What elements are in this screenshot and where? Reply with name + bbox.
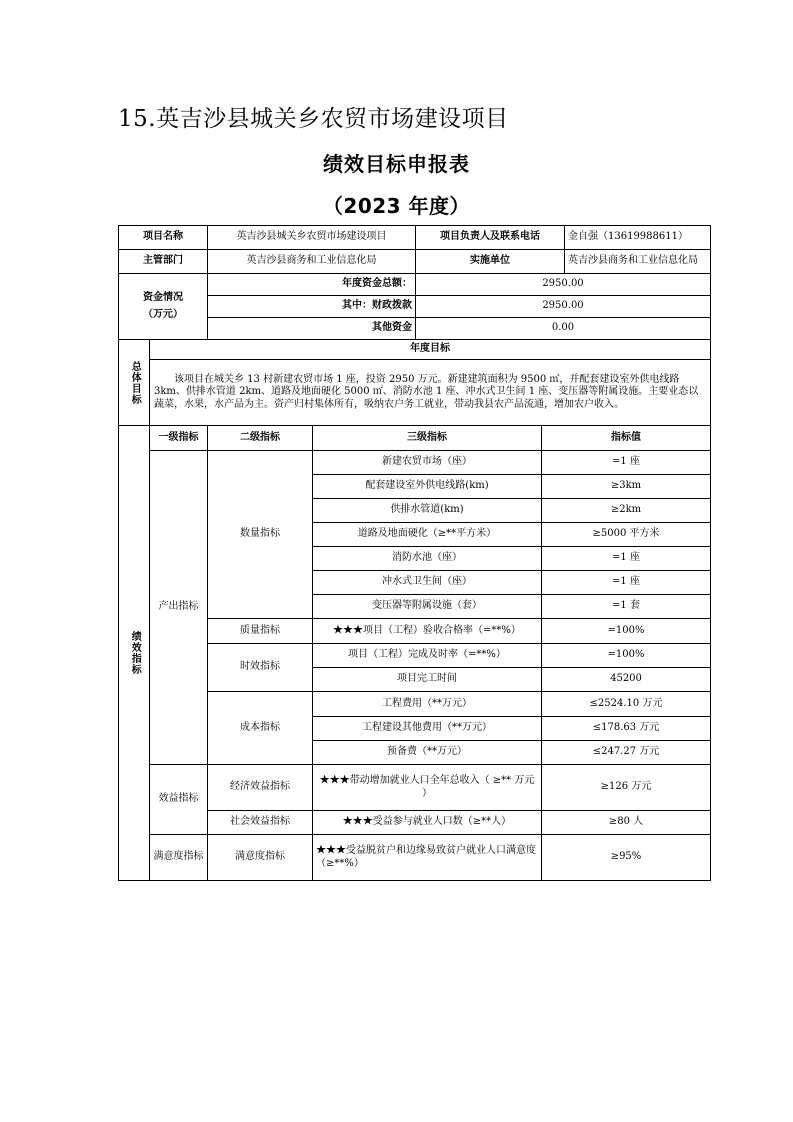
row-project-name (119, 226, 711, 250)
row-overall-header (119, 340, 711, 360)
form-title: 绩效目标申报表 (323, 152, 470, 176)
indicator-value: =1 座 (542, 571, 711, 595)
table-row (119, 692, 711, 717)
dept-label: 主管部门 (119, 250, 208, 274)
row-overall-text (119, 360, 711, 426)
indicator-name: ★★★受益参与就业人口数（≥**人） (313, 811, 542, 835)
row-indicator-header (119, 426, 711, 451)
indicator-name: 预备费（**万元） (313, 741, 542, 765)
indicator-name: 项目完工时间 (313, 668, 542, 692)
indicator-name: ★★★项目（工程）验收合格率（=**%） (313, 619, 542, 644)
indicator-name: ★★★带动增加就业人口全年总收入（ ≥** 万元 ） (313, 765, 542, 811)
indicator-name: 消防水池（座） (313, 547, 542, 571)
table-row (119, 619, 711, 644)
funds-other-label: 其他资金 (208, 318, 416, 340)
table-row (119, 835, 711, 881)
level1-benefit: 效益指标 (150, 765, 208, 835)
indicator-value: =1 座 (542, 451, 711, 475)
indicator-name: 工程建设其他费用（**万元） (313, 717, 542, 741)
indicator-value: ≥80 人 (542, 811, 711, 835)
indicator-name: 新建农贸市场（座） (313, 451, 542, 475)
level2-cost: 成本指标 (208, 692, 313, 765)
contact-label: 项目负责人及联系电话 (416, 226, 565, 250)
indicator-value: ≤2524.10 万元 (542, 692, 711, 717)
overall-side-cell (119, 340, 150, 426)
table-row (119, 765, 711, 811)
funds-label-line2: （万元） (143, 308, 183, 320)
col-value-header: 指标值 (542, 426, 711, 451)
funds-fiscal-label: 其中：财政拨款 (208, 296, 416, 318)
project-name-label: 项目名称 (119, 226, 208, 250)
col-level3-header: 三级指标 (313, 426, 542, 451)
overall-side-label: 总体目标 (129, 360, 141, 405)
level2-economic: 经济效益指标 (208, 765, 313, 811)
level1-satisfaction: 满意度指标 (150, 835, 208, 881)
level2-social: 社会效益指标 (208, 811, 313, 835)
indicator-value: =1 座 (542, 547, 711, 571)
indicator-name: 项目（工程）完成及时率（=**%） (313, 644, 542, 668)
overall-header: 年度目标 (150, 340, 711, 360)
project-name-value: 英吉沙县城关乡农贸市场建设项目 (208, 226, 416, 250)
col-level2-header: 二级指标 (208, 426, 313, 451)
indicator-value: ≤178.63 万元 (542, 717, 711, 741)
form-year: （2023 年度） (322, 194, 471, 218)
level1-output: 产出指标 (150, 451, 208, 765)
indicators-side-label: 绩效指标 (129, 631, 141, 675)
funds-other-value: 0.00 (416, 318, 711, 340)
indicator-name: ★★★受益脱贫户和边缘易致贫户就业人口满意度（≥**%） (313, 835, 542, 881)
indicator-value: ≥126 万元 (542, 765, 711, 811)
impl-label: 实施单位 (416, 250, 565, 274)
indicator-value: ≤247.27 万元 (542, 741, 711, 765)
indicator-name: 配套建设室外供电线路(km) (313, 475, 542, 499)
overall-description: 该项目在城关乡 13 村新建农贸市场 1 座，投资 2950 万元。新建建筑面积为 9500 ㎡，并配套建设室外供电线路 3km、供排水管道 2km、道路及地面硬化 5000 ㎡、消防水池 1 座、冲水式卫生间 1 座、变压器等附属设施。主要业态以蔬菜，水果，水产品为主。资产归村集体所有，吸纳农户务工就业，带动我县农产品流通，增加农户收入。 (150, 360, 711, 426)
indicator-value: ≥95% (542, 835, 711, 881)
impl-value: 英吉沙县商务和工业信息化局 (565, 250, 711, 274)
indicator-value: 45200 (542, 668, 711, 692)
indicator-value: ≥5000 平方米 (542, 523, 711, 547)
contact-value: 金自强（13619988611） (565, 226, 711, 250)
indicator-name: 变压器等附属设施（套） (313, 595, 542, 619)
col-level1-header: 一级指标 (150, 426, 208, 451)
row-funds-fiscal (119, 296, 711, 318)
indicator-value: =100% (542, 644, 711, 668)
indicator-value: =100% (542, 619, 711, 644)
level2-quality: 质量指标 (208, 619, 313, 644)
funds-label (119, 274, 208, 340)
table-row (119, 811, 711, 835)
indicator-value: ≥3km (542, 475, 711, 499)
level2-quantity: 数量指标 (208, 451, 313, 619)
row-funds-total (119, 274, 711, 296)
performance-goal-table (118, 225, 711, 881)
funds-total-value: 2950.00 (416, 274, 711, 296)
funds-fiscal-value: 2950.00 (416, 296, 711, 318)
indicator-name: 工程费用（**万元） (313, 692, 542, 717)
funds-total-label: 年度资金总额： (208, 274, 416, 296)
row-department (119, 250, 711, 274)
table-row (119, 451, 711, 475)
level2-timeliness: 时效指标 (208, 644, 313, 692)
indicator-name: 道路及地面硬化（≥**平方米） (313, 523, 542, 547)
dept-value: 英吉沙县商务和工业信息化局 (208, 250, 416, 274)
indicator-name: 冲水式卫生间（座） (313, 571, 542, 595)
row-funds-other (119, 318, 711, 340)
indicator-value: ≥2km (542, 499, 711, 523)
table-row (119, 644, 711, 668)
document-heading: 15.英吉沙县城关乡农贸市场建设项目 (118, 106, 509, 132)
indicators-side-cell (119, 426, 150, 881)
indicator-value: =1 套 (542, 595, 711, 619)
level2-satisfaction: 满意度指标 (208, 835, 313, 881)
funds-label-line1: 资金情况 (143, 292, 183, 303)
indicator-name: 供排水管道(km) (313, 499, 542, 523)
